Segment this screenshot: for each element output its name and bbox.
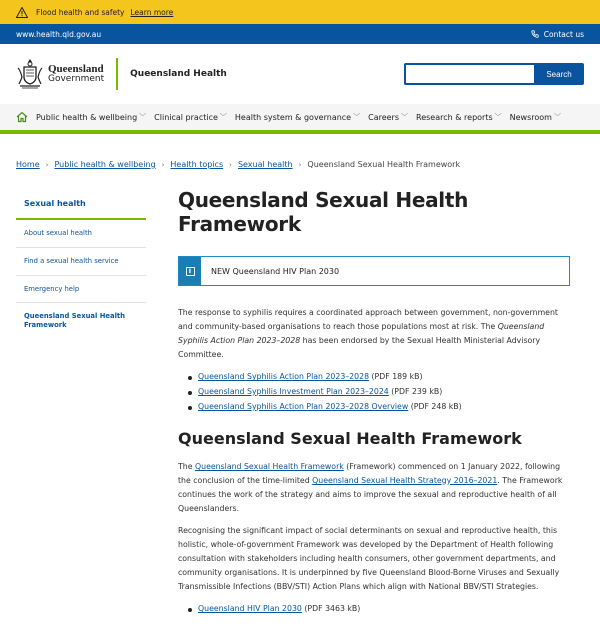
doc-meta: (PDF 189 kB) [369,372,423,382]
chevron-right-icon: › [229,160,232,169]
sidebar-item-find-service[interactable]: Find a sexual health service [16,248,146,276]
breadcrumb-public-health[interactable]: Public health & wellbeing [54,160,156,169]
section-heading: Queensland Sexual Health Framework [178,428,522,448]
site-search [404,63,584,85]
header-divider [116,58,118,90]
sidebar-item-framework[interactable]: Queensland Sexual Health Framework [24,312,126,330]
nav-item-clinical-practice[interactable] [154,112,227,122]
nav-label: Clinical practice [154,112,218,122]
domain-bar [0,24,600,44]
chevron-down-icon: ﹀ [139,113,147,121]
nav-item-public-health[interactable] [36,112,146,122]
syphilis-docs-list [178,370,570,414]
main-content [178,188,570,631]
queensland-crest-icon [16,58,44,90]
nav-item-research-reports[interactable] [416,112,502,122]
hiv-docs-list [178,602,570,617]
framework-link[interactable]: Queensland Sexual Health Framework [194,461,344,471]
warning-icon [16,7,28,18]
syphilis-plan-title: Queensland Syphilis Action Plan 2023–2028 [178,322,545,346]
chevron-down-icon: ﹀ [401,113,409,121]
chevron-right-icon: › [298,160,302,169]
nav-label: Public health & wellbeing [36,112,138,122]
nav-label: Careers [368,112,400,122]
page-title: Queensland Sexual Health Framework [178,188,469,236]
nav-item-health-system[interactable] [235,112,360,122]
sidebar-item-emergency-help[interactable]: Emergency help [16,276,146,304]
site-name[interactable]: Queensland Health [130,69,227,79]
gov-name-line1: Queensland [48,62,104,75]
doc-link[interactable]: Queensland Syphilis Action Plan 2023–2028 [198,372,370,382]
doc-link[interactable]: Queensland Syphilis Investment Plan 2023–2024 [198,386,389,396]
breadcrumb-sexual-health[interactable]: Sexual health [237,160,293,169]
alert-banner [0,0,600,24]
list-item [178,602,570,617]
list-item [178,385,570,400]
search-button[interactable]: Search [534,63,584,85]
framework-paragraph: The Queensland Sexual Health Framework (Framework) commenced on 1 January 2022, following the conclusion of the time-limited Queensland Sexual Health Strategy 2016–2021. The Framework continues the work of the strategy and aims to improve the sexual and reproductive health of all Queenslanders. [178,461,563,513]
chevron-right-icon: › [161,160,165,169]
contact-us-link[interactable] [531,30,584,39]
list-item [178,370,570,385]
chevron-down-icon: ﹀ [219,113,227,121]
queensland-government-logo[interactable] [16,58,104,90]
alert-message: Flood health and safety [36,7,125,17]
doc-meta: (PDF 248 kB) [408,401,462,411]
sidebar-item-about[interactable]: About sexual health [16,220,146,248]
home-icon[interactable] [16,111,28,123]
intro-paragraph: The response to syphilis requires a coordinated approach between government, non-government and community-based organisations to reach those populations most at risk. The Queensland Syphilis Action Plan 2023–2028 has been endorsed by the Sexual Health Ministerial Advisory Committee. [178,308,558,360]
chevron-down-icon: ﹀ [353,113,361,121]
nav-label: Newsroom [509,112,552,122]
search-input[interactable] [404,63,534,85]
section-sidebar [16,195,146,339]
strategy-link[interactable]: Queensland Sexual Health Strategy 2016–2021 [312,475,498,485]
gov-name-line2: Government [48,74,105,85]
breadcrumb-home[interactable]: Home [16,160,40,169]
chevron-right-icon: › [45,160,49,169]
doc-meta: (PDF 3463 kB) [301,603,361,613]
doc-link[interactable]: Queensland Syphilis Action Plan 2023–2028 Overview [198,401,409,411]
phone-icon [531,30,539,38]
info-icon: i [179,257,201,285]
determinants-paragraph: Recognising the significant impact of social determinants on sexual and reproductive health, this holistic, whole-of-government Framework was developed by the Department of Health following consultation with stakeholders including health consumers, other government departments, and community organisations. It is underpinned by five Queensland Blood-Borne Viruses and Sexually Transmissible Infections (BBV/STI) Action Plans which align with National BBV/STI Strategies. [178,525,560,591]
breadcrumb [16,160,460,169]
site-domain[interactable]: www.health.qld.gov.au [16,29,102,39]
info-notice[interactable] [178,256,570,286]
contact-us-label: Contact us [543,29,584,39]
breadcrumb-current: Queensland Sexual Health Framework [307,160,461,169]
notice-text: NEW Queensland HIV Plan 2030 [211,266,340,276]
breadcrumb-health-topics[interactable]: Health topics [170,160,224,169]
nav-item-careers[interactable] [368,112,408,122]
nav-label: Research & reports [416,112,493,122]
chevron-down-icon: ﹀ [553,113,561,121]
list-item [178,400,570,415]
alert-learn-more-link[interactable]: Learn more [130,7,174,17]
main-nav [0,104,600,134]
chevron-down-icon: ﹀ [494,113,502,121]
doc-link[interactable]: Queensland HIV Plan 2030 [198,603,302,613]
sidebar-heading[interactable]: Sexual health [16,195,146,220]
doc-meta: (PDF 239 kB) [388,386,443,396]
nav-item-newsroom[interactable] [510,112,561,122]
nav-label: Health system & governance [234,112,352,122]
